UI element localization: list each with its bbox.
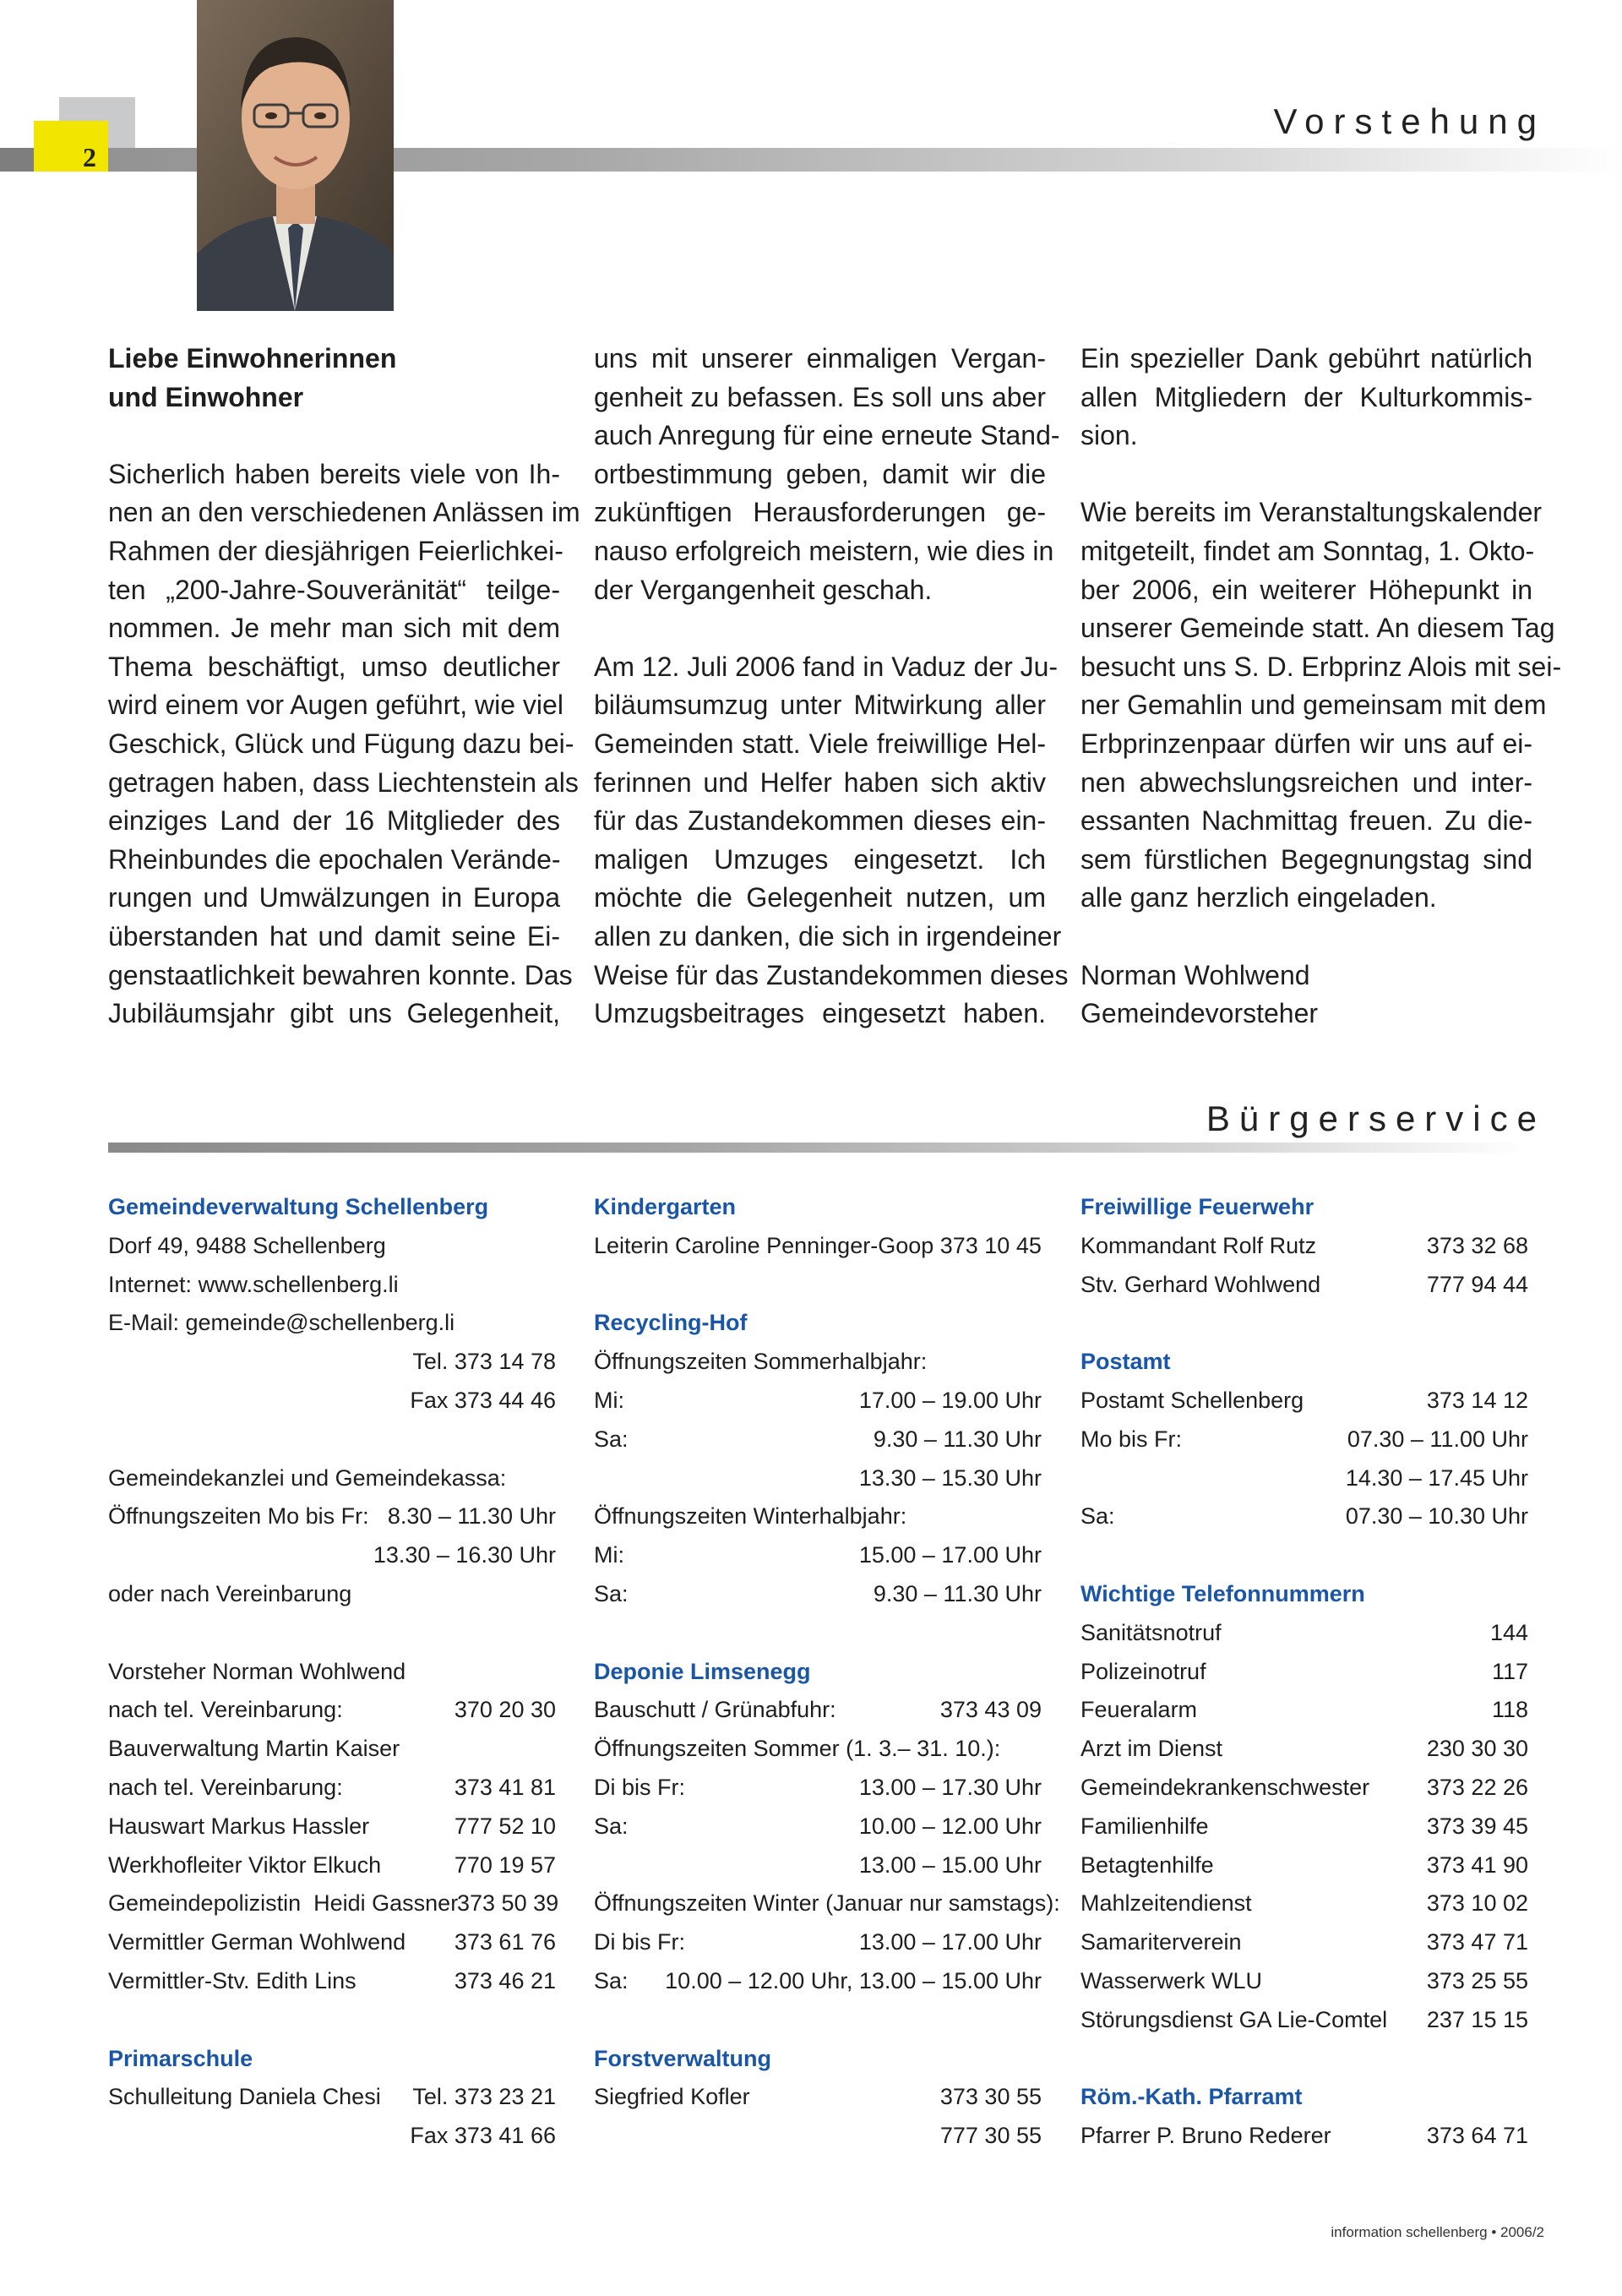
phone-number: 144 — [1489, 1619, 1528, 1645]
feuerwehr-row — [1080, 1227, 1528, 1266]
text-line: genheit zu befassen. Es soll uns aber — [594, 381, 1046, 412]
time-value: 9.30 – 11.30 Uhr — [873, 1580, 1042, 1606]
gv-vorsteher-row — [108, 1691, 556, 1730]
gv-vorsteher: Vorsteher Norman Wohlwend — [108, 1658, 406, 1684]
contact-tel: 373 50 39 — [457, 1890, 559, 1917]
phone-row — [1080, 1923, 1528, 1962]
forst-tel-2: 777 30 55 — [939, 2123, 1042, 2149]
deponie-summer: Öffnungszeiten Sommer (1. 3.– 31. 10.): — [594, 1736, 1001, 1762]
text-line: ber 2006, ein weiterer Höhepunkt in — [1080, 574, 1532, 605]
text-line: rungen und Umwälzungen in Europa — [108, 882, 560, 913]
deponie-summer-sa-2: 13.00 – 15.00 Uhr — [858, 1852, 1042, 1878]
recycling-winter-sa — [594, 1575, 1042, 1614]
gv-fax: Fax 373 44 46 — [410, 1387, 556, 1413]
text-line: Geschick, Glück und Fügung dazu bei- — [108, 728, 574, 759]
contact-row — [108, 1962, 556, 2001]
gv-hours-row — [108, 1497, 556, 1536]
text-line: Jubiläumsjahr gibt uns Gelegenheit, — [108, 998, 560, 1029]
recycling-winter-mi — [594, 1536, 1042, 1575]
gv-bau-tel: 373 41 81 — [454, 1774, 556, 1800]
heading-feuerwehr: Freiwillige Feuerwehr — [1080, 1194, 1314, 1219]
letter-paragraph — [108, 455, 580, 1033]
time-value: 13.00 – 17.00 Uhr — [858, 1929, 1042, 1955]
day-label: Sa: — [594, 1967, 629, 1993]
phone-row — [1080, 2001, 1528, 2040]
phone-name: Samariterverein — [1080, 1929, 1242, 1955]
postamt-row — [1080, 1382, 1528, 1421]
phone-number: 373 10 02 — [1426, 1890, 1528, 1917]
phone-name: Arzt im Dienst — [1080, 1736, 1223, 1762]
letter-paragraph — [594, 648, 1069, 1033]
text-line: für das Zustandekommen dieses ein- — [594, 805, 1046, 837]
text-line: alle ganz herzlich eingeladen. — [1080, 882, 1437, 913]
primar-tel: Tel. 373 23 21 — [412, 2084, 556, 2110]
text-line: sion. — [1080, 420, 1138, 451]
pfarramt-row — [1080, 2117, 1528, 2156]
heading-wichtige-telefonnummern: Wichtige Telefonnummern — [1080, 1580, 1365, 1606]
phone-name: Feueralarm — [1080, 1697, 1198, 1723]
text-line: nen an den verschiedenen Anlässen im — [108, 497, 580, 528]
phone-number: 373 22 26 — [1426, 1774, 1528, 1800]
section-title-buergerservice: Bürgerservice — [1206, 1099, 1546, 1138]
text-line: zukünftigen Herausforderungen ge- — [594, 497, 1046, 528]
contact-row — [108, 1846, 556, 1885]
footer-separator: • — [1491, 2224, 1497, 2240]
contact-tel: 373 46 21 — [454, 1967, 556, 1993]
contact-tel: 373 61 76 — [454, 1929, 556, 1955]
gv-email: E-Mail: gemeinde@schellenberg.li — [108, 1310, 455, 1336]
text-line: Rheinbundes die epochalen Verände- — [108, 843, 561, 875]
recycling-summer-sa-2: 13.30 – 15.30 Uhr — [858, 1464, 1042, 1491]
forst-name: Siegfried Kofler — [594, 2084, 750, 2110]
pfarramt-tel: 373 64 71 — [1426, 2123, 1528, 2149]
primar-row — [108, 2078, 556, 2117]
phone-row — [1080, 1769, 1528, 1808]
contact-tel: 777 94 44 — [1426, 1271, 1528, 1297]
recycling-summer-mi — [594, 1382, 1042, 1421]
text-line: einziges Land der 16 Mitglieder des — [108, 805, 560, 837]
gv-vorsteher-label: nach tel. Vereinbarung: — [108, 1697, 343, 1723]
page-number: 2 — [83, 142, 96, 172]
text-line: allen Mitgliedern der Kulturkommis- — [1080, 381, 1532, 412]
phone-name: Betagtenhilfe — [1080, 1852, 1214, 1878]
text-line: Umzugsbeitrages eingesetzt haben. — [594, 998, 1046, 1029]
primar-line: Schulleitung Daniela Chesi — [108, 2084, 381, 2110]
phone-row — [1080, 1691, 1528, 1730]
gv-internet: Internet: www.schellenberg.li — [108, 1271, 399, 1297]
phone-name: Sanitätsnotruf — [1080, 1619, 1222, 1645]
service-column-1 — [108, 1188, 559, 2156]
contact-name: Hauswart Markus Hassler — [108, 1813, 370, 1839]
day-label: Sa: — [594, 1813, 629, 1839]
text-line: Thema beschäftigt, umso deutlicher — [108, 651, 560, 682]
deponie-summer-difr — [594, 1769, 1042, 1808]
letter-paragraph — [594, 340, 1060, 609]
text-line: allen zu danken, die sich in irgendeiner — [594, 920, 1062, 952]
phone-row — [1080, 1846, 1528, 1885]
heading-gemeindeverwaltung: Gemeindeverwaltung Schellenberg — [108, 1194, 489, 1219]
recycling-summer: Öffnungszeiten Sommerhalbjahr: — [594, 1349, 928, 1375]
deponie-bau-label: Bauschutt / Grünabfuhr: — [594, 1697, 836, 1723]
phone-number: 237 15 15 — [1426, 2006, 1528, 2032]
header-bar-left — [0, 148, 34, 172]
deponie-winter-sa — [594, 1962, 1042, 2001]
heading-kindergarten: Kindergarten — [594, 1194, 737, 1219]
text-line: Gemeinden statt. Viele freiwillige Hel- — [594, 728, 1046, 759]
recycling-summer-sa — [594, 1421, 1042, 1459]
text-line: nen abwechslungsreichen und inter- — [1080, 766, 1532, 798]
time-value: 13.00 – 17.30 Uhr — [858, 1774, 1042, 1800]
text-line: nauso erfolgreich meistern, wie dies in — [594, 535, 1054, 566]
gv-hours-1: 8.30 – 11.30 Uhr — [387, 1503, 556, 1530]
text-line: unserer Gemeinde statt. An diesem Tag — [1080, 613, 1555, 644]
deponie-bau-tel: 373 43 09 — [939, 1697, 1042, 1723]
text-line: ferinnen und Helfer haben sich aktiv — [594, 766, 1046, 798]
deponie-winter-difr — [594, 1923, 1042, 1962]
gv-bau-label: nach tel. Vereinbarung: — [108, 1774, 343, 1800]
text-line: Weise für das Zustandekommen dieses — [594, 959, 1069, 990]
contact-row — [108, 1884, 559, 1923]
text-line: möchte die Gelegenheit nutzen, um — [594, 882, 1046, 913]
contact-name: Kommandant Rolf Rutz — [1080, 1232, 1317, 1258]
phone-name: Familienhilfe — [1080, 1813, 1209, 1839]
portrait-photo — [197, 0, 394, 311]
contact-name: Vermittler-Stv. Edith Lins — [108, 1967, 357, 1993]
text-line: ortbestimmung geben, damit wir die — [594, 458, 1046, 489]
phone-row — [1080, 1730, 1528, 1769]
time-value: 9.30 – 11.30 Uhr — [873, 1426, 1042, 1452]
time-value: 15.00 – 17.00 Uhr — [858, 1542, 1042, 1568]
time-value: 07.30 – 11.00 Uhr — [1347, 1426, 1528, 1452]
phone-name: Störungsdienst GA Lie-Comtel — [1080, 2006, 1388, 2032]
phone-name: Polizeinotruf — [1080, 1658, 1206, 1684]
phone-row — [1080, 1614, 1528, 1653]
gv-agreement: oder nach Vereinbarung — [108, 1580, 352, 1606]
text-line: genstaatlichkeit bewahren konnte. Das — [108, 959, 573, 990]
forst-row — [594, 2078, 1042, 2117]
greeting-line: Liebe Einwohnerinnen — [108, 343, 397, 374]
gv-hours-2: 13.30 – 16.30 Uhr — [373, 1542, 556, 1568]
text-line: Wie bereits im Veranstaltungskalender — [1080, 497, 1543, 528]
gv-bau: Bauverwaltung Martin Kaiser — [108, 1736, 400, 1762]
contact-name: Stv. Gerhard Wohlwend — [1080, 1271, 1321, 1297]
portrait-illustration — [197, 0, 394, 311]
postamt-sa-row — [1080, 1497, 1528, 1536]
contact-name: Gemeindepolizistin Heidi Gassner — [108, 1890, 459, 1917]
phone-name: Mahlzeitendienst — [1080, 1890, 1252, 1917]
day-label: Sa: — [1080, 1503, 1115, 1530]
recycling-winter: Öffnungszeiten Winterhalbjahr: — [594, 1503, 907, 1530]
text-line: überstanden hat und damit seine Ei- — [108, 920, 560, 952]
phone-number: 230 30 30 — [1426, 1736, 1528, 1762]
phone-row — [1080, 1808, 1528, 1846]
contact-name: Werkhofleiter Viktor Elkuch — [108, 1852, 382, 1878]
postamt-tel: 373 14 12 — [1426, 1387, 1528, 1413]
contact-name: Vermittler German Wohlwend — [108, 1929, 406, 1955]
day-label: Mo bis Fr: — [1080, 1426, 1183, 1452]
greeting-line: und Einwohner — [108, 381, 304, 412]
text-line: auch Anregung für eine erneute Stand- — [594, 420, 1060, 451]
phone-name: Gemeindekrankenschwester — [1080, 1774, 1370, 1800]
text-line: Ein spezieller Dank gebührt natürlich — [1080, 343, 1532, 374]
heading-postamt: Postamt — [1080, 1349, 1171, 1375]
text-line: mitgeteilt, findet am Sonntag, 1. Okto- — [1080, 535, 1535, 566]
contact-tel: 373 32 68 — [1426, 1232, 1528, 1258]
text-line: Erbprinzenpaar dürfen wir uns auf ei- — [1080, 728, 1532, 759]
text-line: maligen Umzuges eingesetzt. Ich — [594, 843, 1046, 875]
heading-deponie: Deponie Limsenegg — [594, 1658, 811, 1684]
letter-greeting — [108, 340, 560, 417]
service-column-2 — [594, 1188, 1060, 2156]
pfarramt-name: Pfarrer P. Bruno Rederer — [1080, 2123, 1331, 2149]
text-line: uns mit unserer einmaligen Vergan- — [594, 343, 1046, 374]
text-line: biläumsumzug unter Mitwirkung aller — [594, 690, 1046, 721]
postamt-mofr-row — [1080, 1421, 1528, 1459]
phone-number: 117 — [1491, 1658, 1528, 1684]
letter-column-2 — [594, 340, 1069, 1072]
phone-number: 373 41 90 — [1426, 1852, 1528, 1878]
footer — [1331, 2224, 1544, 2241]
text-line: Rahmen der diesjährigen Feierlichkei- — [108, 535, 563, 566]
phone-number: 118 — [1491, 1697, 1528, 1723]
text-line: essanten Nachmittag freuen. Zu die- — [1080, 805, 1532, 837]
postamt-mofr-2: 14.30 – 17.45 Uhr — [1345, 1464, 1528, 1491]
gv-kanzlei: Gemeindekanzlei und Gemeindekassa: — [108, 1464, 507, 1491]
feuerwehr-row — [1080, 1266, 1528, 1305]
text-line: besucht uns S. D. Erbprinz Alois mit sei- — [1080, 651, 1562, 682]
gv-bau-row — [108, 1769, 556, 1808]
text-line: Am 12. Juli 2006 fand in Vaduz der Ju- — [594, 651, 1059, 682]
footer-publication: information schellenberg — [1331, 2224, 1488, 2240]
time-value: 17.00 – 19.00 Uhr — [858, 1387, 1042, 1413]
phone-number: 373 47 71 — [1426, 1929, 1528, 1955]
signature-title: Gemeindevorsteher — [1080, 998, 1319, 1029]
letter-column-3 — [1080, 340, 1562, 1072]
phone-row — [1080, 1884, 1528, 1923]
day-label: Sa: — [594, 1580, 629, 1606]
text-line: getragen haben, dass Liechtenstein als — [108, 766, 579, 798]
service-column-3 — [1080, 1188, 1528, 2156]
gv-address: Dorf 49, 9488 Schellenberg — [108, 1232, 386, 1258]
letter-paragraph — [1080, 340, 1532, 455]
text-line: wird einem vor Augen geführt, wie viel — [108, 690, 563, 721]
phone-name: Wasserwerk WLU — [1080, 1967, 1263, 1993]
heading-pfarramt: Röm.-Kath. Pfarramt — [1080, 2084, 1303, 2110]
letter-column-1 — [108, 340, 580, 1072]
postamt-name: Postamt Schellenberg — [1080, 1387, 1304, 1413]
buergerservice-bar — [108, 1143, 1527, 1153]
section-title-vorstehung: Vorstehung — [1273, 101, 1546, 141]
signature-name: Norman Wohlwend — [1080, 959, 1310, 990]
day-label: Mi: — [594, 1387, 624, 1413]
time-value: 10.00 – 12.00 Uhr, 13.00 – 15.00 Uhr — [665, 1967, 1042, 1993]
text-line: der Vergangenheit geschah. — [594, 574, 933, 605]
text-line: ner Gemahlin und gemeinsam mit dem — [1080, 690, 1547, 721]
kiga-line: Leiterin Caroline Penninger-Goop 373 10 45 — [594, 1232, 1042, 1258]
contact-tel: 770 19 57 — [454, 1852, 556, 1878]
text-line: Sicherlich haben bereits viele von Ih- — [108, 458, 560, 489]
text-line: nommen. Je mehr man sich mit dem — [108, 613, 560, 644]
contact-row — [108, 1923, 556, 1962]
heading-forstverwaltung: Forstverwaltung — [594, 2045, 772, 2071]
contact-row — [108, 1808, 556, 1846]
letter-paragraph — [1080, 494, 1562, 918]
phone-row — [1080, 1962, 1528, 2001]
deponie-bau-row — [594, 1691, 1042, 1730]
time-value: 07.30 – 10.30 Uhr — [1345, 1503, 1528, 1530]
text-line: ten „200-Jahre-Souveränität“ teilge- — [108, 574, 560, 605]
heading-primarschule: Primarschule — [108, 2045, 253, 2071]
gv-tel: Tel. 373 14 78 — [412, 1349, 556, 1375]
deponie-winter: Öffnungszeiten Winter (Januar nur samstags): — [594, 1890, 1060, 1917]
gv-vorsteher-tel: 370 20 30 — [454, 1697, 556, 1723]
heading-recycling-hof: Recycling-Hof — [594, 1310, 748, 1336]
contact-tel: 777 52 10 — [454, 1813, 556, 1839]
day-label: Di bis Fr: — [594, 1929, 685, 1955]
day-label: Sa: — [594, 1426, 629, 1452]
gv-hours-label: Öffnungszeiten Mo bis Fr: — [108, 1503, 369, 1530]
text-line: sem fürstlichen Begegnungstag sind — [1080, 843, 1532, 875]
time-value: 10.00 – 12.00 Uhr — [858, 1813, 1042, 1839]
forst-tel-1: 373 30 55 — [939, 2084, 1042, 2110]
footer-issue: 2006/2 — [1500, 2224, 1544, 2240]
deponie-summer-sa — [594, 1808, 1042, 1846]
phone-row — [1080, 1653, 1528, 1692]
day-label: Mi: — [594, 1542, 624, 1568]
phone-number: 373 39 45 — [1426, 1813, 1528, 1839]
phone-number: 373 25 55 — [1426, 1967, 1528, 1993]
day-label: Di bis Fr: — [594, 1774, 685, 1800]
page-number-box-yellow — [34, 121, 108, 172]
primar-fax: Fax 373 41 66 — [410, 2123, 556, 2149]
signature — [1080, 957, 1532, 1033]
